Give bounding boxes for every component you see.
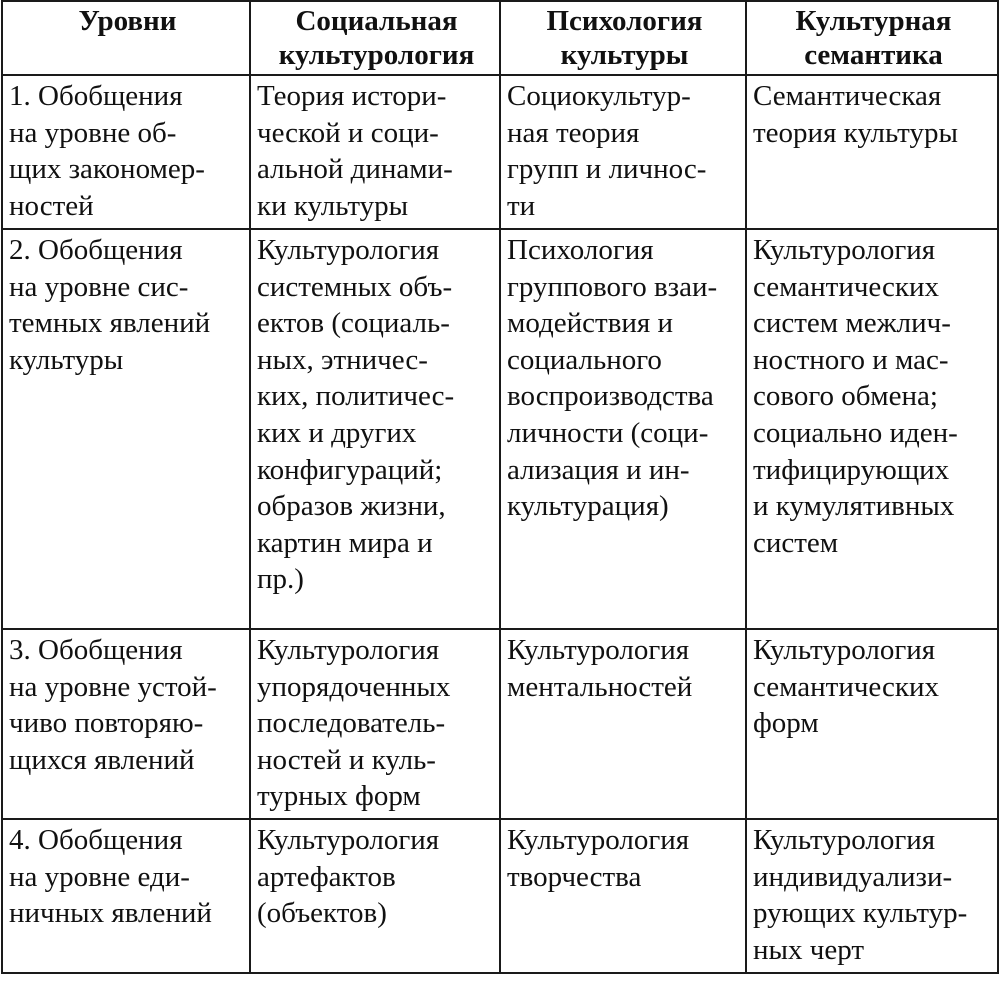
cell-level: 3. Обобщения на уровне устой- чиво повторяю- щихся явлений bbox=[2, 629, 250, 819]
table-row bbox=[2, 229, 998, 629]
header-psychology-of-culture: Психология культуры bbox=[500, 1, 746, 75]
table-row bbox=[2, 629, 998, 819]
header-cultural-semantics: Культурная семантика bbox=[746, 1, 998, 75]
header-social-culturology: Социальная культурология bbox=[250, 1, 500, 75]
cell-semantics: Культурология индивидуализи- рующих культур- ных черт bbox=[746, 819, 998, 973]
cell-semantics: Культурология семантических форм bbox=[746, 629, 998, 819]
cell-psychology: Психология группового взаи- модействия и социального воспроизводства личности (соци- ализация и ин- культурация) bbox=[500, 229, 746, 629]
header-row bbox=[2, 1, 998, 75]
cell-semantics: Культурология семантических систем межлич- ностного и мас- сового обмена; социально иден- тифицирующих и кумулятивных систем bbox=[746, 229, 998, 629]
levels-table bbox=[1, 0, 999, 974]
cell-semantics: Семантическая теория культуры bbox=[746, 75, 998, 229]
table-row bbox=[2, 75, 998, 229]
cell-level: 2. Обобщения на уровне сис- темных явлений культуры bbox=[2, 229, 250, 629]
header-levels: Уровни bbox=[2, 1, 250, 75]
cell-level: 1. Обобщения на уровне об- щих закономер- ностей bbox=[2, 75, 250, 229]
cell-social: Культурология артефактов (объектов) bbox=[250, 819, 500, 973]
table-row bbox=[2, 819, 998, 973]
cell-level: 4. Обобщения на уровне еди- ничных явлений bbox=[2, 819, 250, 973]
cell-social: Теория истори- ческой и соци- альной динами- ки культуры bbox=[250, 75, 500, 229]
cell-social: Культурология системных объ- ектов (социаль- ных, этничес- ких, политичес- ких и других конфигураций; образов жизни, картин мира и пр.) bbox=[250, 229, 500, 629]
cell-social: Культурология упорядоченных последователь- ностей и куль- турных форм bbox=[250, 629, 500, 819]
cell-psychology: Культурология творчества bbox=[500, 819, 746, 973]
cell-psychology: Социокультур- ная теория групп и личнос- ти bbox=[500, 75, 746, 229]
cell-psychology: Культурология ментальностей bbox=[500, 629, 746, 819]
